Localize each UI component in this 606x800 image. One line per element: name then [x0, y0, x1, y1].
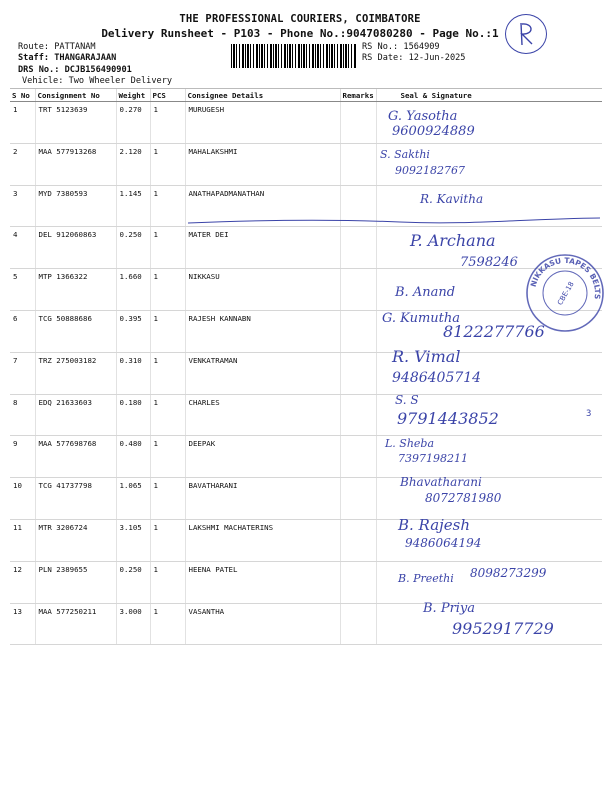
- cell-consignee: RAJESH KANNABN: [185, 310, 340, 352]
- rs-date: RS Date: 12-Jun-2025: [362, 53, 466, 63]
- cell-pcs: 1: [150, 478, 185, 520]
- cell-consignee: CHARLES: [185, 394, 340, 436]
- col-consignment: Consignment No: [35, 89, 116, 102]
- cell-sno: 5: [10, 269, 35, 311]
- svg-text:3: 3: [586, 409, 592, 419]
- cell-pcs: 1: [150, 143, 185, 185]
- cell-consignment: DEL 912060863: [35, 227, 116, 269]
- col-consignee: Consignee Details: [185, 89, 340, 102]
- cell-consignment: TRT 5123639: [35, 102, 116, 144]
- cell-weight: 0.480: [116, 436, 150, 478]
- cell-sno: 10: [10, 478, 35, 520]
- col-signature: Seal & Signature: [376, 89, 602, 102]
- staff-label: Staff: THANGARAJAAN: [18, 53, 117, 63]
- cell-consignee: ANATHAPADMANATHAN: [185, 185, 340, 227]
- signature-phone: 8098273299: [470, 566, 547, 580]
- cell-sno: 1: [10, 102, 35, 144]
- cell-consignment: TRZ 275003182: [35, 352, 116, 394]
- signature-name: S. S: [395, 393, 419, 407]
- cell-consignee: LAKSHMI MACHATERINS: [185, 519, 340, 561]
- cell-weight: 0.180: [116, 394, 150, 436]
- cell-pcs: 1: [150, 269, 185, 311]
- col-sno: S No: [10, 89, 35, 102]
- cell-consignment: TCG 50888686: [35, 310, 116, 352]
- signature-name: L. Sheba: [385, 437, 435, 450]
- signature-phone: 8072781980: [425, 491, 502, 505]
- signature-name: B. Preethi: [398, 572, 454, 585]
- signature-name: S. Sakthi: [380, 148, 430, 161]
- cell-pcs: 1: [150, 436, 185, 478]
- cell-pcs: 1: [150, 102, 185, 144]
- rs-number: RS No.: 1564909: [362, 42, 440, 52]
- cell-consignee: VASANTHA: [185, 603, 340, 645]
- cell-consignee: BAVATHARANI: [185, 478, 340, 520]
- cell-consignee: MURUGESH: [185, 102, 340, 144]
- cell-consignment: MYD 7380593: [35, 185, 116, 227]
- col-weight: Weight: [116, 89, 150, 102]
- signature-phone: 9486064194: [405, 536, 482, 550]
- cell-consignee: NIKKASU: [185, 269, 340, 311]
- signature-phone: 7598246: [460, 255, 518, 270]
- company-stamp: [524, 252, 606, 334]
- cell-sno: 4: [10, 227, 35, 269]
- cell-pcs: 1: [150, 185, 185, 227]
- cell-weight: 0.395: [116, 310, 150, 352]
- cell-sno: 8: [10, 394, 35, 436]
- cell-sno: 6: [10, 310, 35, 352]
- cell-sno: 9: [10, 436, 35, 478]
- cell-pcs: 1: [150, 603, 185, 645]
- cell-consignment: MTP 1366322: [35, 269, 116, 311]
- signature-name: R. Vimal: [392, 347, 461, 366]
- cell-consignment: MAA 577250211: [35, 603, 116, 645]
- svg-text:CBE-18: CBE-18: [556, 280, 576, 307]
- cell-weight: 1.065: [116, 478, 150, 520]
- signature-phone: 7397198211: [398, 452, 468, 465]
- cell-pcs: 1: [150, 352, 185, 394]
- signature-phone: 8122277766: [443, 322, 545, 341]
- cell-consignee: VENKATRAMAN: [185, 352, 340, 394]
- cell-sno: 3: [10, 185, 35, 227]
- signature-name: R. Kavitha: [420, 192, 484, 206]
- cell-weight: 2.120: [116, 143, 150, 185]
- cell-pcs: 1: [150, 561, 185, 603]
- cell-sno: 2: [10, 143, 35, 185]
- cell-weight: 0.270: [116, 102, 150, 144]
- col-remarks: Remarks: [340, 89, 376, 102]
- signature-name: P. Archana: [410, 231, 496, 250]
- svg-text:NIKKASU TAPES BELTS: NIKKASU TAPES BELTS: [528, 255, 603, 300]
- cell-sno: 11: [10, 519, 35, 561]
- cell-consignee: HEENA PATEL: [185, 561, 340, 603]
- cell-consignment: PLN 2389655: [35, 561, 116, 603]
- signature-phone: 9952917729: [452, 619, 554, 638]
- cell-weight: 3.105: [116, 519, 150, 561]
- cell-consignment: EDQ 21633603: [35, 394, 116, 436]
- signature-name: G. Kumutha: [382, 311, 461, 326]
- cell-weight: 1.145: [116, 185, 150, 227]
- cell-weight: 0.250: [116, 561, 150, 603]
- cell-consignment: TCG 41737798: [35, 478, 116, 520]
- company-name: THE PROFESSIONAL COURIERS, COIMBATORE: [179, 13, 421, 25]
- vehicle-label: Vehicle: Two Wheeler Delivery: [22, 76, 173, 86]
- signature-name: B. Priya: [423, 601, 476, 616]
- cell-weight: 0.250: [116, 227, 150, 269]
- cell-weight: 1.660: [116, 269, 150, 311]
- runsheet-title: Delivery Runsheet - P103 - Phone No.:9047080280 - Page No.:1: [101, 27, 499, 40]
- cell-pcs: 1: [150, 227, 185, 269]
- cell-weight: 3.000: [116, 603, 150, 645]
- signature-name: Bhavatharani: [400, 475, 482, 489]
- cell-consignment: MAA 577913268: [35, 143, 116, 185]
- cell-pcs: 1: [150, 519, 185, 561]
- cell-sno: 7: [10, 352, 35, 394]
- cell-consignee: MATER DEI: [185, 227, 340, 269]
- drs-number: DRS No.: DCJB156490901: [18, 65, 132, 75]
- cell-sno: 13: [10, 603, 35, 645]
- signature-phone: 9092182767: [395, 164, 465, 177]
- signature-name: B. Anand: [395, 285, 456, 300]
- col-pcs: PCS: [150, 89, 185, 102]
- signature-name: B. Rajesh: [398, 516, 471, 534]
- cell-consignment: MTR 3206724: [35, 519, 116, 561]
- route-label: Route: PATTANAM: [18, 42, 96, 52]
- stray-ink-line: [188, 218, 600, 223]
- cell-sno: 12: [10, 561, 35, 603]
- cell-consignment: MAA 577698768: [35, 436, 116, 478]
- cell-consignee: MAHALAKSHMI: [185, 143, 340, 185]
- signature-phone: 9600924889: [392, 124, 475, 139]
- signature-name: G. Yasotha: [388, 109, 458, 124]
- signature-phone: 9486405714: [392, 370, 482, 386]
- cell-weight: 0.310: [116, 352, 150, 394]
- cell-pcs: 1: [150, 394, 185, 436]
- cell-consignee: DEEPAK: [185, 436, 340, 478]
- cell-pcs: 1: [150, 310, 185, 352]
- signature-phone: 9791443852: [397, 409, 499, 428]
